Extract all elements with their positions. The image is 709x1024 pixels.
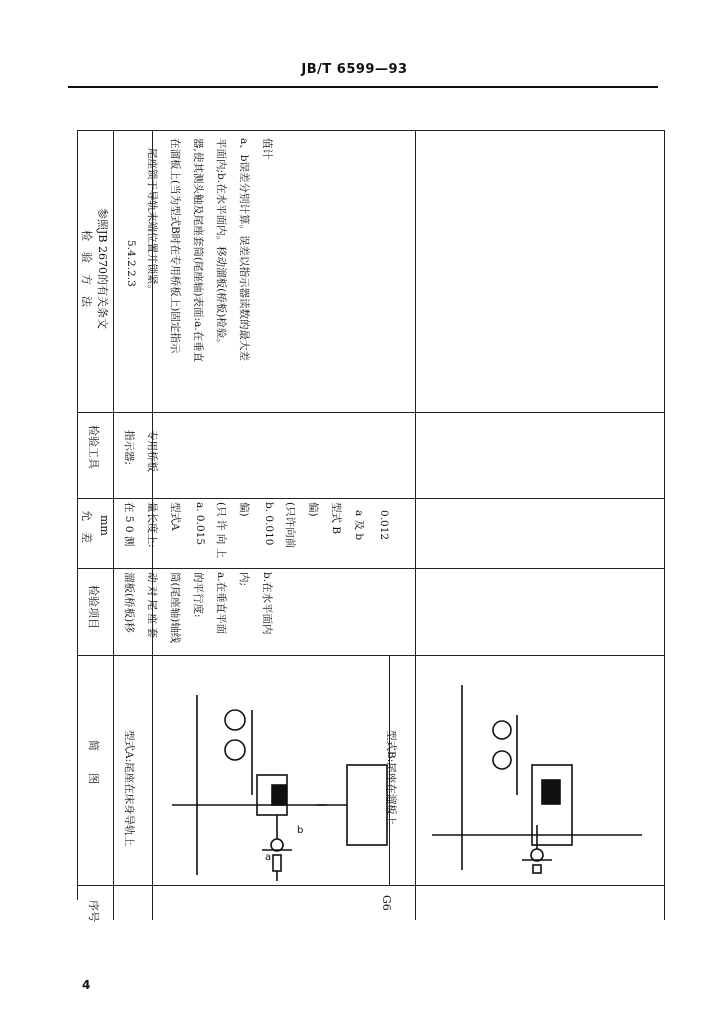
grid-line [664, 130, 665, 920]
header-tolerance: 允 差 [80, 510, 93, 543]
standard-code-header: JB/T 6599—93 [301, 62, 408, 77]
method-line: 值计 [261, 138, 273, 159]
tolerance-line: 偏) [307, 502, 319, 517]
tolerance-line: a. 0.015 [194, 502, 206, 545]
tool-line: 专用桥板 [146, 430, 158, 472]
row-number: G6 [380, 895, 393, 911]
tolerance-line: 在 5 0 测 [123, 502, 135, 547]
page-number: 4 [82, 978, 91, 992]
tolerance-line: 0.012 [378, 510, 390, 541]
method-line: 5.4.2.2.3 [125, 240, 137, 287]
item-line: 筒(尾座轴)轴线 [169, 572, 181, 644]
method-line: 器,使其测头触及尾座套筒(尾座轴)表面:a.在垂直 [192, 138, 204, 363]
tolerance-line: 偏) [238, 502, 250, 517]
header-method-ref: 参照JB 2670的有关条文 [96, 208, 109, 329]
grid-line [77, 655, 664, 656]
header-item: 检验项目 [87, 585, 100, 629]
method-line: 尾座锁于导轨末端位置并锁紧。 [146, 148, 158, 295]
tolerance-line: 量长度上: [146, 502, 158, 548]
grid-line [113, 130, 114, 920]
tolerance-line: a 及 b [353, 510, 365, 541]
header-tolerance-unit: mm [98, 515, 111, 536]
grid-line [415, 130, 416, 920]
grid-line [77, 885, 664, 886]
method-line: 平面内;b.在水平面内。移动溜板(桥板)检验。 [215, 138, 227, 349]
header-rule [68, 86, 658, 88]
tolerance-line: 型式A [169, 502, 181, 531]
item-line: 溜板(桥板)移 [123, 572, 135, 633]
header-method: 检 验 方 法 [80, 230, 93, 307]
diagram-caption-b: 型式B:尾座在溜板上 [385, 730, 397, 826]
grid-line [77, 412, 664, 413]
tool-line: 指示器; [123, 430, 135, 466]
grid-line [77, 498, 664, 499]
item-line: 动 对 尾 座 套 [146, 572, 158, 638]
item-line: 的平行度: [192, 572, 204, 618]
diagram-caption-a: 型式A:尾座在床身导轨上 [123, 730, 135, 847]
grid-line [77, 568, 664, 569]
grid-line [77, 130, 664, 131]
tolerance-line: (只许向前 [284, 502, 296, 549]
diagram-label-b: b [297, 825, 304, 836]
header-no: 序号 [87, 900, 100, 922]
method-line: 在溜板上(当为型式B时在专用桥板上)固定指示 [169, 138, 181, 354]
item-line: 内; [238, 572, 250, 587]
diagram-label-a: a [265, 852, 272, 863]
header-tool: 检验工具 [87, 425, 100, 469]
method-line: a、b误差分别计算。误差以指示器读数的最大差 [238, 138, 250, 361]
header-diagram: 简 图 [87, 740, 100, 784]
diagram-b-drawing [422, 675, 652, 875]
tolerance-line: b. 0.010 [263, 502, 275, 546]
diagram-a-drawing [167, 675, 407, 885]
grid-line [77, 130, 78, 900]
item-line: b.在水平面内 [261, 572, 273, 635]
inspection-table [77, 130, 666, 920]
tolerance-line: 型式 B [330, 502, 342, 535]
tolerance-line: (只 许 向 上 [215, 502, 227, 559]
item-line: a.在垂直平面 [215, 572, 227, 635]
